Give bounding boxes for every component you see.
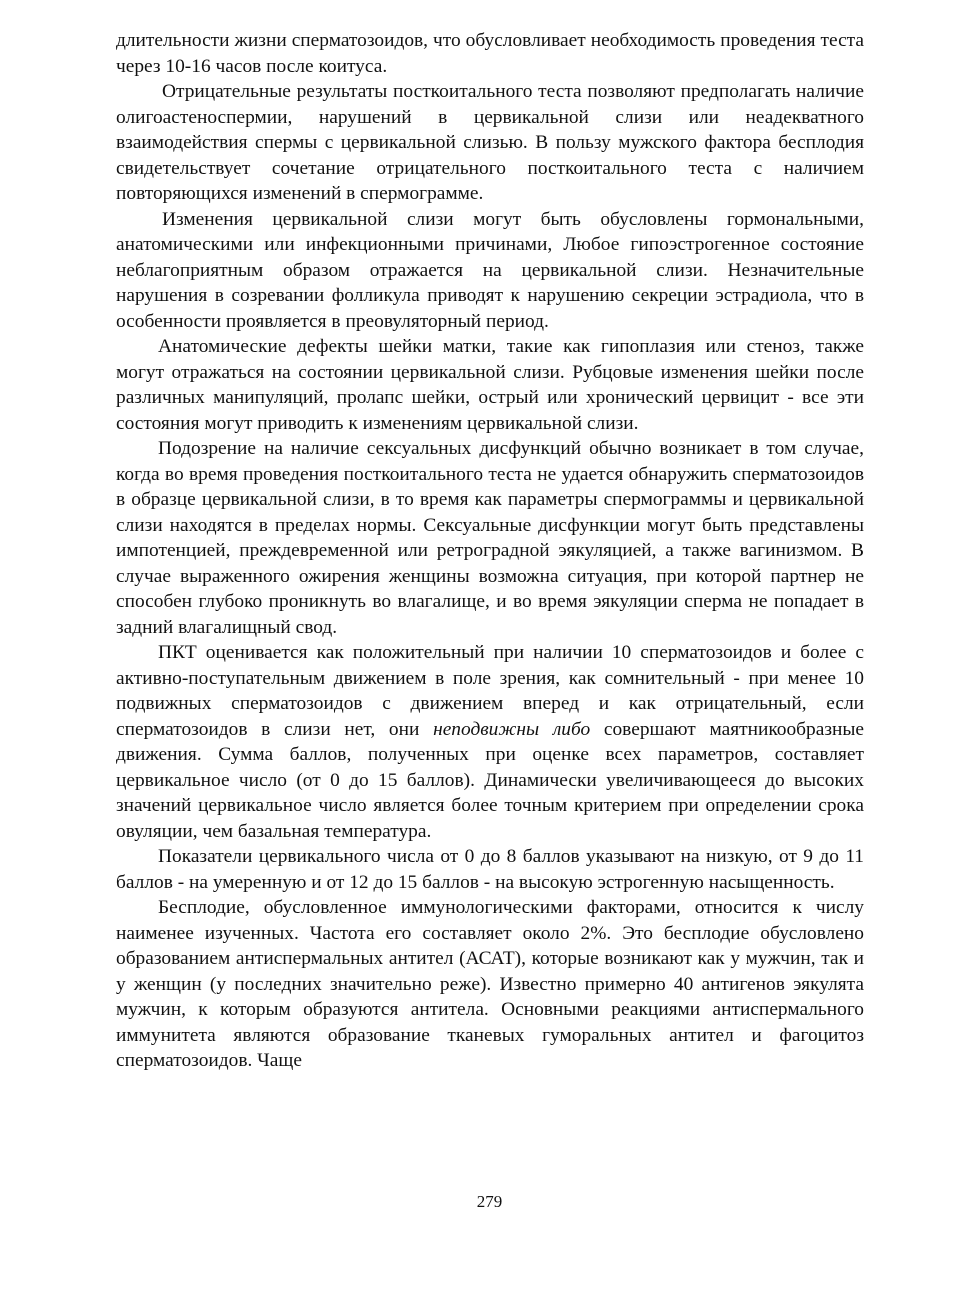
paragraph-anatomical-defects: Анатомические дефекты шейки матки, такие как гипоплазия или стеноз, также могут отражаться на состоянии цервикальной слизи. Рубцовые изменения шейки после различных манипуляций, пролапс шейки, острый или хронический цервицит - все эти состояния могут приводить к изменениям цервикальной слизи. (116, 336, 864, 434)
document-page (116, 28, 864, 1074)
pct-text-before: ПКТ оценивается как положительный при наличии 10 сперматозоидов и более с активно-поступательным движением в поле зрения, как сомнительный - при менее 10 подвижных сперматозоидов с движением вперед и как отрицательный, если сперматозоидов в слизи нет, они (116, 642, 864, 740)
paragraph-pct-evaluation (116, 640, 864, 844)
paragraph-continuation: длительности жизни сперматозоидов, что обусловливает необходимость проведения теста через 10-16 часов после коитуса. (116, 30, 864, 77)
paragraph-mucus-changes: Изменения цервикальной слизи могут быть обусловлены гормональными, анатомическими или инфекционными причинами, Любое гипоэстрогенное состояние неблагоприятным образом отражается на цервикальной слизи. Незначительные нарушения в созревании фолликула приводят к нарушению секреции эстрадиола, что в особенности проявляется в преовуляторный период. (116, 208, 864, 332)
pct-italic-text: неподвижны либо (433, 718, 591, 740)
paragraph-negative-results: Отрицательные результаты посткоитального теста позволяют предполагать наличие олигоастеноспермии, нарушений в цервикальной слизи или неадекватного взаимодействия спермы с цервикальной слизью. В пользу мужского фактора бесплодия свидетельствует сочетание отрицательного посткоитального теста с наличием повторяющихся изменений в спермограмме. (116, 81, 864, 204)
paragraph-sexual-dysfunction: Подозрение на наличие сексуальных дисфункций обычно возникает в том случае, когда во время проведения посткоитального теста не удается обнаружить сперматозоидов в образце цервикальной слизи, в то время как параметры спермограммы и цервикальной слизи находятся в пределах нормы. Сексуальные дисфункции могут быть представлены импотенцией, преждевременной или ретроградной эякуляцией, а также вагинизмом. В случае выраженного ожирения женщины возможна ситуация, при которой партнер не способен глубоко проникнуть во влагалище, и во время эякуляции сперма не попадает в задний влагалищный свод. (116, 438, 864, 638)
pct-text-after: совершают маятникообразные движения. Сумма баллов, полученных при оценке всех параметров, составляет цервикальное число (от 0 до 15 баллов). Динамически увеличивающееся до высоких значений цервикальное число является более точным критерием при определении срока овуляции, чем базальная температура. (116, 718, 865, 842)
page-number: 279 (476, 1192, 503, 1211)
paragraph-immunological-infertility: Бесплодие, обусловленное иммунологическими факторами, относится к числу наименее изученных. Частота его составляет около 2%. Это бесплодие обусловлено образованием антиспермальных антител (АСАТ), которые возникают как у мужчин, так и у женщин (у последних значительно реже). Известно примерно 40 антигенов эякулята мужчин, к которым образуются антитела. Основными реакциями антиспермального иммунитета являются образование тканевых гуморальных антител и фагоцитоз сперматозоидов. Чаще (116, 897, 864, 1071)
paragraph-cervical-number: Показатели цервикального числа от 0 до 8 баллов указывают на низкую, от 9 до 11 баллов - на умеренную и от 12 до 15 баллов - на высокую эстрогенную насыщенность. (116, 846, 864, 893)
